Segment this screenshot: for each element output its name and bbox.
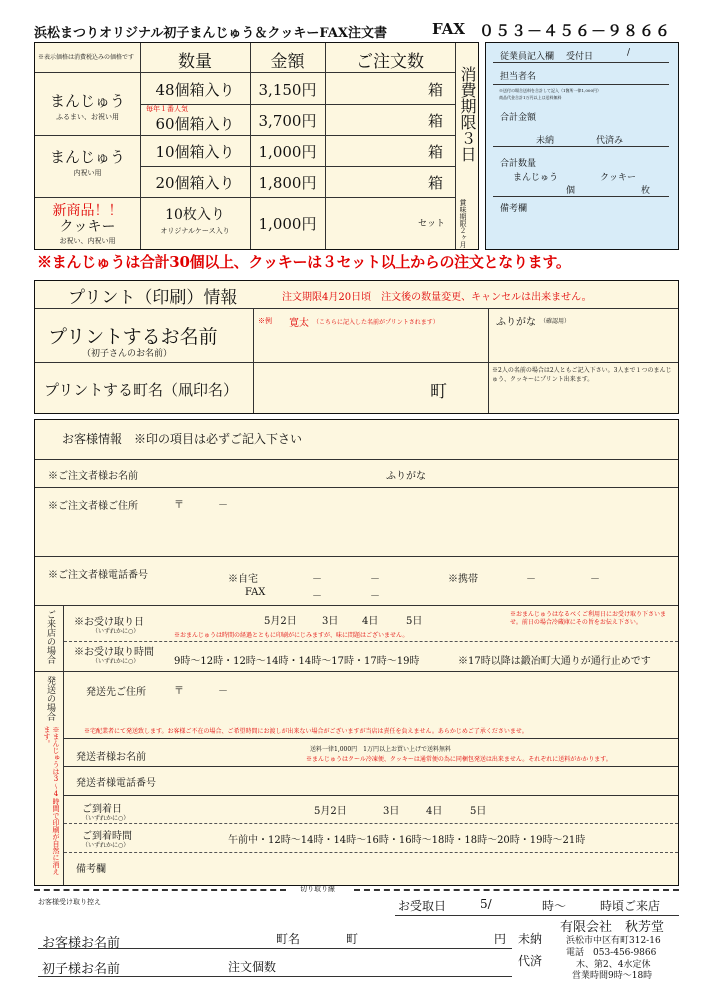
print-name-sub: （初子さんのお名前）	[82, 349, 173, 359]
row-qty: 10個箱入り	[155, 143, 235, 161]
company-phone: 電話 053-456-9866	[566, 948, 657, 958]
ink-note: ※おまんじゅうは時間の経過とともに印刷がにじみますが、味に問題はございません。	[174, 632, 409, 639]
home-phone-dash1: －	[312, 574, 322, 585]
fax-phone-dash1: －	[312, 591, 322, 602]
manju2-name: まんじゅう	[49, 148, 125, 166]
receipt-label: お客様受け取り控え	[38, 898, 101, 906]
customer-postal-mark: 〒	[174, 500, 184, 511]
delivery-postal-dash: －	[218, 686, 228, 697]
traffic-note: ※17時以降は鍛冶町大通りが通行止めです	[458, 656, 651, 667]
example-note: （こちらに記入した名前がプリントされます）	[313, 319, 439, 326]
stub-pickup-date-label: お受取日	[398, 899, 447, 913]
mobile-phone-dash1: －	[526, 574, 536, 585]
total-amount-label: 合計金額	[500, 113, 537, 123]
pickup-date-option[interactable]: 4日	[362, 616, 379, 627]
stub-month-day: 5/	[480, 897, 492, 911]
remarks-label: 備考欄	[500, 204, 528, 214]
pickup-date-option[interactable]: 5月2日	[264, 616, 297, 627]
pickup-time-options[interactable]: 9時～12時・12時～14時・14時～17時・17時～19時	[174, 656, 420, 667]
company-closed: 木、第2、4水定休	[576, 960, 651, 970]
company-address: 浜松市中区有町312-16	[566, 936, 661, 946]
row-qty-sub: オリジナルケース入り	[160, 227, 230, 235]
customer-furigana: ふりがな	[386, 471, 426, 482]
delivery-note2: 商品代金合計1万円以上は送料無料	[499, 95, 562, 100]
arrival-time-either: （いずれかに○）	[82, 842, 130, 849]
fax-phone-label: FAX	[245, 587, 266, 598]
received-date-label: 受付日	[566, 52, 594, 62]
sender-phone-label: 発送者様電話番号	[76, 778, 156, 789]
popular-badge: 毎年１番人気	[146, 105, 188, 113]
shipping-fee-note: 送料一律1,000円 1万円以上お買い上げで送料無料	[310, 746, 451, 753]
customer-address-label: ※ご注文者様ご住所	[48, 501, 138, 512]
print-name-input[interactable]	[256, 328, 484, 360]
manju-label: まんじゅう	[513, 173, 559, 183]
print-section-title: プリント（印刷）情報	[68, 288, 238, 308]
delivery-side-label: 発送の場合	[45, 676, 55, 721]
fax-number: ０５３－４５６－９８６６	[479, 22, 672, 40]
delivery-remarks-label: 備考欄	[76, 864, 106, 875]
manju1-sub: ふるまい、お祝い用	[56, 113, 119, 121]
stub-unpaid: 未納	[518, 932, 543, 946]
home-phone-label: ※自宅	[228, 574, 258, 585]
furigana-label: ふりがな	[496, 317, 536, 328]
customer-name-label: ※ご注文者様お名前	[48, 471, 138, 482]
company-hours: 営業時間9時～18時	[572, 971, 653, 981]
page-title: 浜松まつりオリジナル初子まんじゅう＆クッキーFAX注文書	[34, 26, 387, 41]
arrival-date-option[interactable]: 5月2日	[314, 806, 347, 817]
row-unit: 箱	[428, 143, 444, 161]
print-deadline: 注文期限4月20日頃 注文後の数量変更、キャンセルは出来ません。	[282, 292, 592, 303]
row-price: 3,150円	[258, 81, 317, 99]
cookie-new-badge: 新商品！！	[52, 203, 123, 219]
arrival-date-option[interactable]: 4日	[426, 806, 443, 817]
arrival-time-options[interactable]: 午前中・12時～14時・14時～16時・16時～18時・18時～20時・19時～21時	[228, 835, 586, 846]
cookie-sub: お祝い、内祝い用	[59, 237, 116, 245]
cut-line-label: 切り取り線	[300, 885, 335, 893]
row-qty: 48個箱入り	[155, 81, 235, 99]
absent-note: ※宅配業者にて発送致します。お客様ご不在の場合、ご希望時間にお渡しが出来ない場合がございますが当店は責任を負えません。あらかじめご了承くださいませ。	[84, 728, 528, 735]
total-qty-label: 合計数量	[500, 159, 537, 169]
delivery-address-label: 発送先ご住所	[86, 687, 146, 698]
pickup-time-label: ※お受け取り時間	[74, 647, 154, 658]
unit-pieces: 個	[566, 186, 576, 196]
arrival-date-option[interactable]: 5日	[470, 806, 487, 817]
row-unit: 箱	[428, 174, 444, 192]
row-price: 1,000円	[258, 215, 317, 233]
fax-phone-dash2: －	[370, 591, 380, 602]
expiry-label: 消費期限３日	[458, 66, 477, 162]
two-names-note: ※2人の名前の場合は2人ともご記入下さい。3人まで１つのまんじゅう、クッキーにプリント出来ます。	[492, 367, 672, 383]
delivery-postal-mark: 〒	[174, 686, 184, 697]
pickup-right-note: ※おまんじゅうはなるべくご利用日にお受け取り下さいませ。前日の場合冷蔵庫にその旨をお伝え下さい。	[510, 611, 667, 626]
mobile-phone-label: ※携帯	[448, 574, 478, 585]
unpaid-label: 未納	[536, 136, 555, 146]
arrival-time-label: ご到着時間	[82, 831, 132, 842]
minimum-order-notice: ※まんじゅうは合計30個以上、クッキーは３セット以上からの注文となります。	[37, 253, 571, 271]
date-slash: /	[627, 48, 631, 58]
stub-yen: 円	[494, 932, 507, 946]
row-price: 3,700円	[258, 112, 317, 130]
delivery-note1: ※送付の場合送料を合計して記入（1箇所一律1,000円）	[499, 88, 601, 93]
unit-sheets: 枚	[641, 186, 651, 196]
delivery-side-note: ※まんじゅうは3～4時間で印刷が自然に消えます。	[43, 726, 60, 875]
stub-paid: 代済	[518, 954, 543, 968]
best-before-label: 賞味期限２ヶ月	[459, 199, 467, 248]
furigana-input[interactable]	[492, 326, 676, 360]
price-note: ※表示価格は消費税込みの価格です	[38, 54, 135, 61]
mobile-phone-dash2: －	[590, 574, 600, 585]
manju2-sub: 内祝い用	[73, 169, 102, 177]
person-in-charge-label: 担当者名	[500, 72, 537, 82]
row-price: 1,800円	[258, 174, 317, 192]
cookie-label: クッキー	[600, 173, 637, 183]
row-unit: セット	[418, 219, 446, 229]
row-unit: 箱	[428, 112, 444, 130]
print-name-label: プリントするお名前	[48, 326, 218, 348]
staff-title: 従業員記入欄	[500, 52, 555, 62]
cool-shipping-note: ※まんじゅうはクール冷凍便、クッキーは通常便の為に同梱包発送は出来ません。それぞれに送料がかかります。	[306, 756, 612, 763]
stub-child-name-label: 初子様お名前	[42, 962, 121, 977]
stub-visit-label: 時頃ご来店	[600, 899, 661, 913]
example-prefix: ※例	[258, 317, 272, 325]
print-town-input[interactable]	[256, 366, 426, 410]
print-town-label: プリントする町名（凧印名）	[44, 381, 238, 399]
sender-phone-input[interactable]	[168, 770, 674, 792]
furigana-note: （確認用）	[540, 318, 571, 325]
company-name: 有限会社 秋芳堂	[560, 920, 665, 935]
manju1-name: まんじゅう	[49, 92, 125, 110]
col-price-header: 金額	[270, 52, 305, 72]
stub-town-suffix: 町	[346, 932, 359, 946]
pickup-date-label: ※お受け取り日	[74, 617, 144, 628]
customer-postal-dash: －	[218, 500, 228, 511]
sender-name-label: 発送者様お名前	[76, 752, 146, 763]
delivery-remarks-input[interactable]	[130, 856, 674, 882]
row-unit: 箱	[428, 81, 444, 99]
customer-address-input[interactable]	[168, 510, 674, 552]
town-suffix: 町	[430, 382, 447, 402]
home-phone-dash2: －	[370, 574, 380, 585]
example-name: 寛太	[289, 318, 309, 329]
arrival-date-either: （いずれかに○）	[82, 815, 130, 822]
paid-label: 代済み	[596, 136, 624, 146]
pickup-time-either: （いずれかに○）	[92, 658, 140, 665]
pickup-side-label: ご来店の場合	[45, 610, 55, 664]
stub-order-count-label: 注文個数	[228, 960, 277, 974]
col-order-header: ご注文数	[356, 52, 424, 72]
row-qty: 60個箱入り	[155, 115, 235, 133]
delivery-address-input[interactable]	[168, 696, 674, 720]
arrival-date-label: ご到着日	[82, 804, 122, 815]
stub-time-from: 時～	[542, 899, 567, 913]
row-qty: 20個箱入り	[155, 174, 235, 192]
pickup-date-option[interactable]: 3日	[322, 616, 339, 627]
customer-name-input[interactable]	[168, 462, 674, 484]
pickup-date-either: （いずれかに○）	[92, 628, 140, 635]
arrival-date-option[interactable]: 3日	[383, 806, 400, 817]
stub-name-label: お客様お名前	[42, 936, 121, 951]
fax-label: FAX	[432, 20, 466, 38]
pickup-date-option[interactable]: 5日	[406, 616, 423, 627]
stub-town-label: 町名	[276, 932, 301, 946]
row-price: 1,000円	[258, 143, 317, 161]
customer-phone-label: ※ご注文者様電話番号	[48, 570, 148, 581]
customer-section-title: お客様情報 ※印の項目は必ずご記入下さい	[62, 432, 303, 446]
col-qty-header: 数量	[178, 52, 212, 72]
cookie-name: クッキー	[59, 219, 116, 235]
row-qty: 10枚入り	[165, 207, 225, 223]
